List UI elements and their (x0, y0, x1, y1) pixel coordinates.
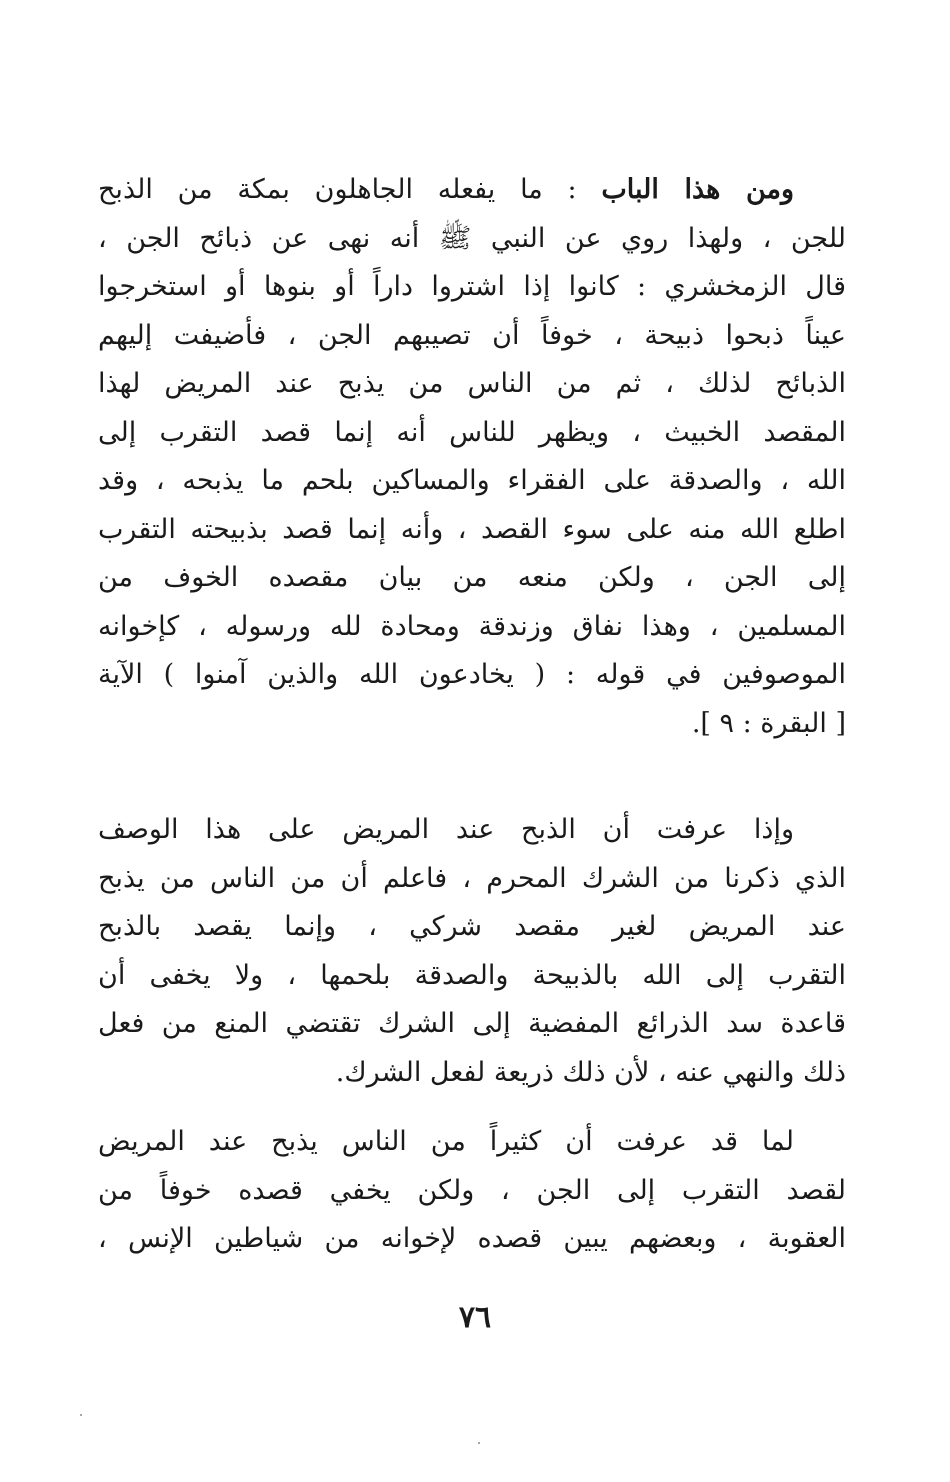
paragraph-1-line-7: الله ، والصدقة على الفقراء والمساكين بلحم ما يذبحه ، وقد (98, 465, 846, 496)
paragraph-1-line-1: ومن هذا الباب : ما يفعله الجاهلون بمكة من الذبح (98, 174, 794, 205)
paragraph-1-line-10: المسلمين ، وهذا نفاق وزندقة ومحادة لله ورسوله ، كإخوانه (98, 610, 846, 642)
paragraph-2-line-1: وإذا عرفت أن الذبح عند المريض على هذا الوصف (98, 814, 794, 845)
paragraph-1-line-11: الموصوفين في قوله : ( يخادعون الله والذين آمنوا ) الآية (98, 659, 846, 690)
quran-reference: [ البقرة : ٩ ]. (691, 707, 846, 739)
scan-speck (478, 1442, 480, 1444)
paragraph-1-line-3: قال الزمخشري : كانوا إذا اشتروا داراً أو بنوها أو استخرجوا (98, 271, 846, 302)
paragraph-1-line-2: للجن ، ولهذا روي عن النبي ﷺ أنه نهى عن ذبائح الجن ، (98, 222, 846, 254)
paragraph-2 (98, 806, 846, 1097)
page-number: ٧٦ (458, 1300, 492, 1335)
paragraph-3 (98, 1118, 846, 1264)
paragraph-2-line-6: ذلك والنهي عنه ، لأن ذلك ذريعة لفعل الشرك. (335, 1056, 846, 1088)
paragraph-1-line-8: اطلع الله منه على سوء القصد ، وأنه إنما قصد بذبيحته التقرب (98, 513, 846, 545)
paragraph-1-line-9: إلى الجن ، ولكن منعه من بيان مقصده الخوف من (98, 562, 846, 593)
paragraph-3-line-2: لقصد التقرب إلى الجن ، ولكن يخفي قصده خوفاً من (98, 1174, 846, 1206)
paragraph-1 (98, 166, 846, 748)
paragraph-1-line-5: الذبائح لذلك ، ثم من الناس من يذبح عند المريض لهذا (98, 368, 846, 399)
paragraph-1-line-4: عيناً ذبحوا ذبيحة ، خوفاً أن تصيبهم الجن ، فأضيفت إليهم (98, 319, 846, 351)
paragraph-3-line-1: لما قد عرفت أن كثيراً من الناس يذبح عند المريض (98, 1126, 794, 1157)
paragraph-2-line-2: الذي ذكرنا من الشرك المحرم ، فاعلم أن من الناس من يذبح (98, 862, 846, 894)
paragraph-1-line-6: المقصد الخبيث ، ويظهر للناس أنه إنما قصد التقرب إلى (98, 416, 846, 448)
scan-speck (80, 1414, 82, 1416)
paragraph-2-line-4: التقرب إلى الله بالذبيحة والصدقة بلحمها ، ولا يخفى أن (98, 959, 846, 991)
paragraph-3-line-3: العقوبة ، وبعضهم يبين قصده لإخوانه من شياطين الإنس ، (98, 1223, 846, 1254)
section-lead-phrase: ومن هذا الباب (601, 174, 794, 205)
paragraph-2-line-5: قاعدة سد الذرائع المفضية إلى الشرك تقتضي المنع من فعل (98, 1008, 846, 1039)
paragraph-2-line-3: عند المريض لغير مقصد شركي ، وإنما يقصد بالذبح (98, 911, 846, 942)
